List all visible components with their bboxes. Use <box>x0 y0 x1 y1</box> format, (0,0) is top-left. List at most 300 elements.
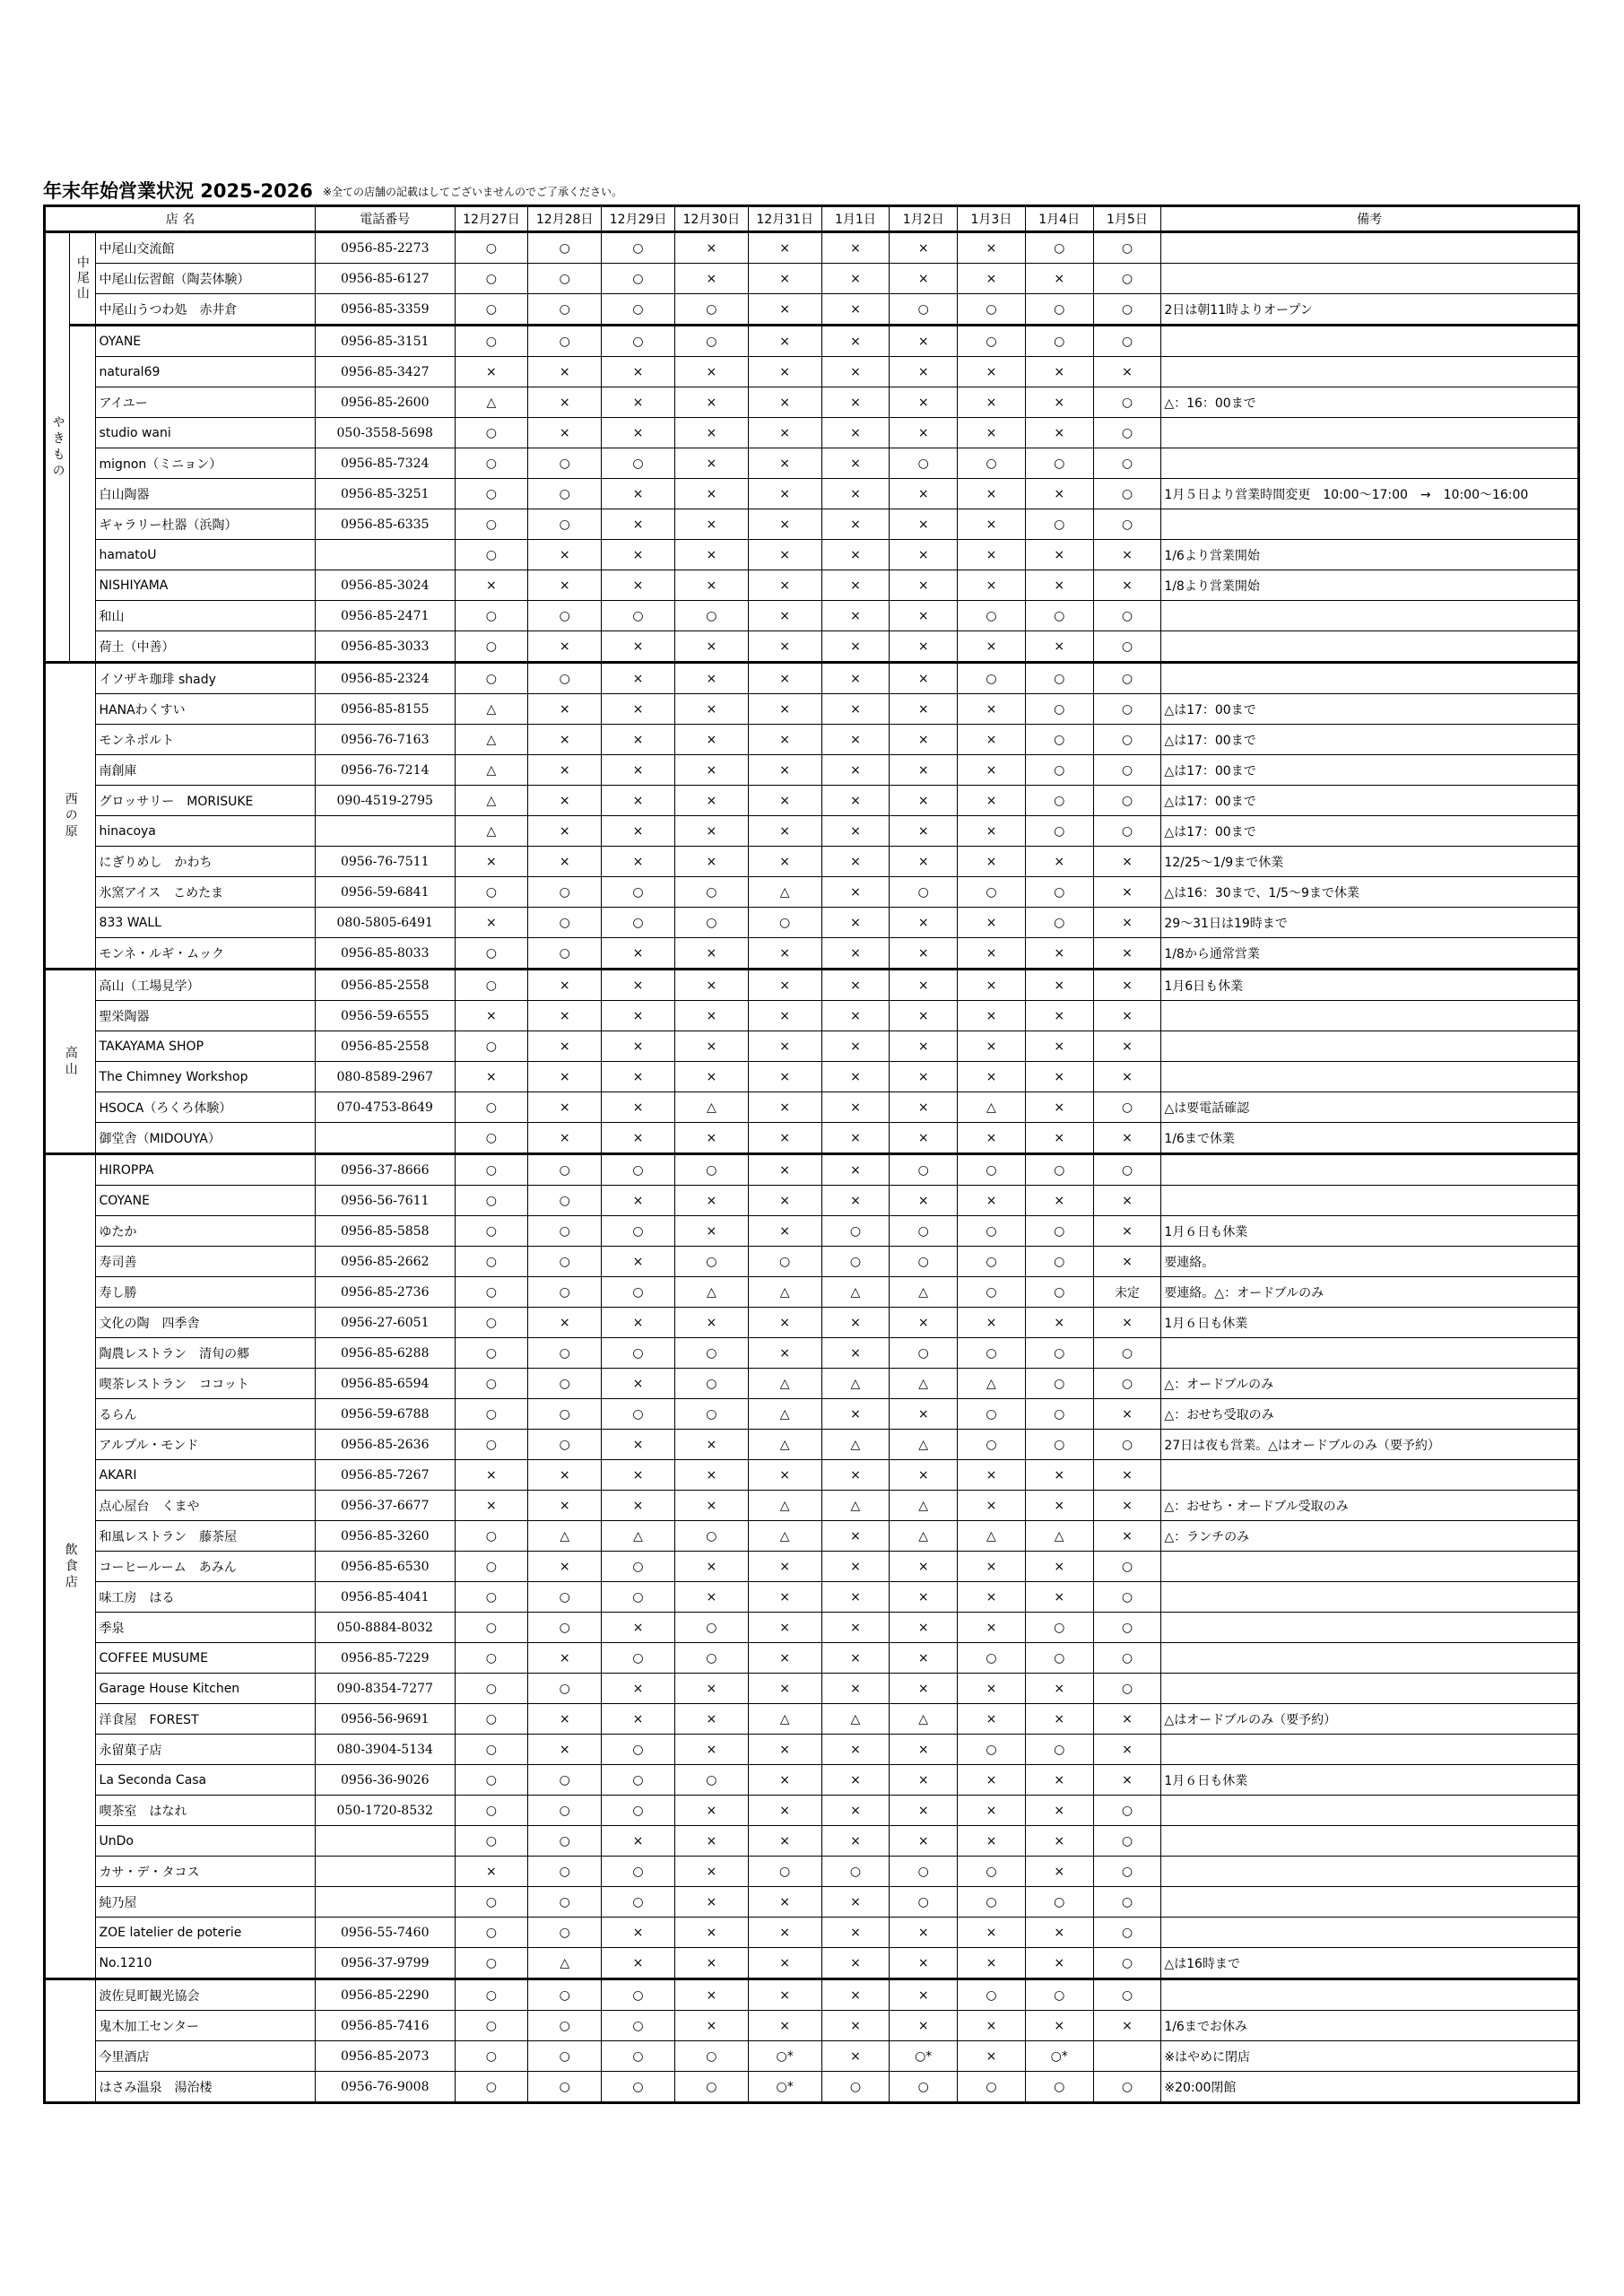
status-mark: × <box>1093 1186 1161 1216</box>
phone-number: 0956-85-3151 <box>315 326 455 357</box>
status-mark: × <box>748 1826 821 1857</box>
status-mark: ○ <box>1025 725 1093 755</box>
status-mark: ○ <box>1025 326 1093 357</box>
status-mark: × <box>958 570 1026 601</box>
shop-name: 氷窯アイス こめたま <box>95 877 315 908</box>
status-mark: × <box>821 816 890 847</box>
status-mark: × <box>958 1001 1026 1031</box>
status-mark: × <box>674 663 748 694</box>
notes-cell: △は17：00まで <box>1161 786 1579 816</box>
status-mark: △ <box>821 1369 890 1399</box>
status-mark: × <box>528 816 602 847</box>
notes-cell <box>1161 1552 1579 1582</box>
notes-cell: △：おせち・オードブル受取のみ <box>1161 1491 1579 1521</box>
status-mark: × <box>674 1857 748 1887</box>
status-mark: × <box>821 847 890 877</box>
table-row <box>45 448 1579 479</box>
status-mark: ○ <box>455 1918 528 1948</box>
status-mark: × <box>748 387 821 418</box>
shop-name: 季泉 <box>95 1613 315 1643</box>
notes-cell: △は17：00まで <box>1161 816 1579 847</box>
status-mark: × <box>528 847 602 877</box>
status-mark: × <box>748 1062 821 1092</box>
status-mark: × <box>890 509 958 540</box>
status-mark: × <box>821 1643 890 1674</box>
header-shop: 店 名 <box>45 206 316 232</box>
status-mark: △ <box>748 877 821 908</box>
shop-name: 和山 <box>95 601 315 631</box>
status-mark: × <box>748 1308 821 1338</box>
status-mark: × <box>602 970 675 1001</box>
status-mark: ○ <box>1025 816 1093 847</box>
status-mark: ○ <box>455 418 528 448</box>
status-mark: × <box>958 1674 1026 1704</box>
status-mark: ○ <box>528 1399 602 1430</box>
phone-number: 080-8589-2967 <box>315 1062 455 1092</box>
status-mark: × <box>1025 479 1093 509</box>
status-mark: △ <box>602 1521 675 1552</box>
shop-name: UnDo <box>95 1826 315 1857</box>
status-mark: × <box>1025 2011 1093 2041</box>
notes-cell: 要連絡。 <box>1161 1247 1579 1277</box>
status-mark: × <box>748 1979 821 2011</box>
status-mark: × <box>890 1735 958 1765</box>
status-mark: × <box>748 1338 821 1369</box>
status-mark: ○ <box>455 601 528 631</box>
page-title: 年末年始営業状況 2025-2026 <box>43 180 313 202</box>
status-mark: ○ <box>455 631 528 663</box>
status-mark: × <box>958 509 1026 540</box>
status-mark: × <box>748 1092 821 1123</box>
status-mark: ○ <box>958 326 1026 357</box>
status-mark: ○ <box>674 1399 748 1430</box>
phone-number: 070-4753-8649 <box>315 1092 455 1123</box>
status-mark: ○ <box>455 2072 528 2103</box>
status-mark: ○ <box>455 1643 528 1674</box>
phone-number: 0956-56-9691 <box>315 1704 455 1735</box>
status-mark: × <box>890 816 958 847</box>
status-mark: × <box>528 1001 602 1031</box>
status-mark: △ <box>674 1092 748 1123</box>
status-mark: × <box>890 479 958 509</box>
status-mark: × <box>674 816 748 847</box>
status-mark: ○ <box>674 1247 748 1277</box>
status-mark: × <box>821 1001 890 1031</box>
notes-cell <box>1161 1887 1579 1918</box>
table-row <box>45 1062 1579 1092</box>
shop-name: natural69 <box>95 357 315 387</box>
status-mark: × <box>821 2041 890 2072</box>
status-mark: ○ <box>1025 1979 1093 2011</box>
status-mark: × <box>1025 1704 1093 1735</box>
status-mark: ○ <box>455 1338 528 1369</box>
status-mark: ○ <box>455 509 528 540</box>
status-mark: ○ <box>958 294 1026 326</box>
status-mark: × <box>748 264 821 294</box>
status-mark: × <box>528 755 602 786</box>
status-mark: × <box>890 1674 958 1704</box>
shop-name: 中尾山交流館 <box>95 232 315 264</box>
status-mark: ○ <box>1093 509 1161 540</box>
status-mark: × <box>748 1735 821 1765</box>
status-mark: ○ <box>674 294 748 326</box>
status-mark: ○ <box>1025 1277 1093 1308</box>
phone-number: 0956-85-8033 <box>315 938 455 970</box>
status-mark: × <box>602 1031 675 1062</box>
status-mark: × <box>1025 1123 1093 1154</box>
status-mark: × <box>455 1491 528 1521</box>
header-notes: 備考 <box>1161 206 1579 232</box>
table-row <box>45 1979 1579 2011</box>
status-mark: ○ <box>528 509 602 540</box>
status-mark: × <box>890 1460 958 1491</box>
status-mark: × <box>1025 1765 1093 1796</box>
status-mark: × <box>748 232 821 264</box>
status-mark: × <box>890 1308 958 1338</box>
table-row <box>45 570 1579 601</box>
table-row <box>45 326 1579 357</box>
status-mark: × <box>821 1552 890 1582</box>
status-mark: × <box>821 1765 890 1796</box>
status-mark: × <box>958 847 1026 877</box>
shop-name: ZOE latelier de poterie <box>95 1918 315 1948</box>
status-mark: ○ <box>1093 1338 1161 1369</box>
phone-number: 0956-37-9799 <box>315 1948 455 1979</box>
status-mark: ○ <box>528 908 602 938</box>
notes-cell <box>1161 418 1579 448</box>
status-mark: ○ <box>455 540 528 570</box>
status-mark: × <box>748 2011 821 2041</box>
notes-cell <box>1161 448 1579 479</box>
notes-cell <box>1161 1826 1579 1857</box>
status-mark: ○ <box>821 1247 890 1277</box>
category-label: 飲食店 <box>45 1154 96 1979</box>
notes-cell: 要連絡。△：オードブルのみ <box>1161 1277 1579 1308</box>
notes-cell: △は要電話確認 <box>1161 1092 1579 1123</box>
notes-cell <box>1161 1735 1579 1765</box>
notes-cell <box>1161 1918 1579 1948</box>
status-mark: × <box>602 816 675 847</box>
notes-cell: 1月６日も休業 <box>1161 1216 1579 1247</box>
status-mark: × <box>1093 908 1161 938</box>
status-mark: ○ <box>528 1430 602 1460</box>
status-mark: ○ <box>1025 1430 1093 1460</box>
status-mark: × <box>674 1216 748 1247</box>
status-mark: ○ <box>528 1613 602 1643</box>
table-row <box>45 755 1579 786</box>
status-mark: × <box>1093 1123 1161 1154</box>
notes-cell: △はオードブルのみ（要予約） <box>1161 1704 1579 1735</box>
table-row <box>45 1857 1579 1887</box>
table-row <box>45 1001 1579 1031</box>
status-mark: ○ <box>890 294 958 326</box>
notes-cell <box>1161 1582 1579 1613</box>
status-mark: △ <box>890 1430 958 1460</box>
status-mark: × <box>821 540 890 570</box>
status-mark: ○ <box>1093 601 1161 631</box>
status-mark: × <box>602 1704 675 1735</box>
schedule-table <box>43 204 1580 2104</box>
phone-number: 0956-76-9008 <box>315 2072 455 2103</box>
status-mark: × <box>958 1796 1026 1826</box>
status-mark: × <box>748 1613 821 1643</box>
status-mark: ○ <box>455 1308 528 1338</box>
status-mark: △ <box>748 1704 821 1735</box>
status-mark: × <box>528 540 602 570</box>
notes-cell: ※20:00閉館 <box>1161 2072 1579 2103</box>
status-mark: × <box>528 1552 602 1582</box>
status-mark: × <box>674 1918 748 1948</box>
status-mark: × <box>821 786 890 816</box>
status-mark: × <box>748 1643 821 1674</box>
status-mark: ○ <box>455 1674 528 1704</box>
status-mark: ○ <box>1093 2072 1161 2103</box>
shop-name: 中尾山伝習館（陶芸体験） <box>95 264 315 294</box>
status-mark: ○ <box>1025 1247 1093 1277</box>
status-mark: × <box>890 1643 958 1674</box>
table-row <box>45 663 1579 694</box>
status-mark: × <box>748 847 821 877</box>
status-mark: × <box>958 1826 1026 1857</box>
phone-number: 0956-85-7324 <box>315 448 455 479</box>
status-mark: × <box>748 938 821 970</box>
status-mark: × <box>821 1123 890 1154</box>
table-row <box>45 1399 1579 1430</box>
phone-number: 0956-85-3024 <box>315 570 455 601</box>
status-mark: ○ <box>455 2041 528 2072</box>
status-mark: ○ <box>1093 725 1161 755</box>
table-row <box>45 1430 1579 1460</box>
status-mark: × <box>674 357 748 387</box>
status-mark: × <box>455 1062 528 1092</box>
status-mark: △ <box>821 1491 890 1521</box>
shop-name: AKARI <box>95 1460 315 1491</box>
phone-number: 050-1720-8532 <box>315 1796 455 1826</box>
status-mark: × <box>602 357 675 387</box>
status-mark: × <box>1025 1918 1093 1948</box>
status-mark: ○ <box>455 877 528 908</box>
status-mark: × <box>821 1308 890 1338</box>
shop-name: ギャラリー杜器（浜陶） <box>95 509 315 540</box>
status-mark: ○ <box>455 232 528 264</box>
header-date: 12月29日 <box>602 206 675 232</box>
status-mark: ○ <box>1025 1154 1093 1186</box>
status-mark: × <box>890 908 958 938</box>
status-mark: × <box>748 631 821 663</box>
status-mark: ○ <box>455 1796 528 1826</box>
status-mark: × <box>602 1123 675 1154</box>
notes-cell: ※はやめに閉店 <box>1161 2041 1579 2072</box>
status-mark: × <box>674 970 748 1001</box>
status-mark: ○ <box>528 938 602 970</box>
phone-number: 0956-85-3033 <box>315 631 455 663</box>
phone-number: 080-3904-5134 <box>315 1735 455 1765</box>
table-row <box>45 694 1579 725</box>
status-mark: ○ <box>602 294 675 326</box>
status-mark: × <box>821 631 890 663</box>
phone-number: 0956-59-6841 <box>315 877 455 908</box>
status-mark: ○ <box>528 2072 602 2103</box>
notes-cell <box>1161 264 1579 294</box>
status-mark: ○ <box>958 1887 1026 1918</box>
status-mark: × <box>528 357 602 387</box>
status-mark: × <box>674 1552 748 1582</box>
status-mark: × <box>748 540 821 570</box>
status-mark: × <box>602 755 675 786</box>
phone-number: 0956-85-2290 <box>315 1979 455 2011</box>
status-mark: ○ <box>455 1031 528 1062</box>
phone-number: 0956-85-7267 <box>315 1460 455 1491</box>
status-mark: ○ <box>1093 1613 1161 1643</box>
title-block <box>43 177 1594 202</box>
table-row <box>45 1796 1579 1826</box>
status-mark: × <box>1093 847 1161 877</box>
status-mark: × <box>602 509 675 540</box>
status-mark: × <box>674 570 748 601</box>
status-mark: × <box>674 1948 748 1979</box>
status-mark: × <box>821 232 890 264</box>
status-mark: × <box>528 1704 602 1735</box>
status-mark: × <box>674 509 748 540</box>
status-mark: △ <box>455 694 528 725</box>
status-mark: △ <box>890 1704 958 1735</box>
shop-name: るらん <box>95 1399 315 1430</box>
status-mark: ○ <box>1093 1154 1161 1186</box>
status-mark: × <box>602 663 675 694</box>
status-mark: × <box>821 387 890 418</box>
status-mark: ○ <box>958 1643 1026 1674</box>
status-mark: × <box>748 1552 821 1582</box>
shop-name: 833 WALL <box>95 908 315 938</box>
shop-name: グロッサリー MORISUKE <box>95 786 315 816</box>
phone-number: 0956-85-3251 <box>315 479 455 509</box>
status-mark: × <box>958 540 1026 570</box>
status-mark: ○ <box>602 1552 675 1582</box>
notes-cell: 1月６日も休業 <box>1161 1308 1579 1338</box>
status-mark: ○ <box>958 663 1026 694</box>
status-mark: ○ <box>1093 1552 1161 1582</box>
status-mark: ○ <box>528 1154 602 1186</box>
status-mark: ○ <box>455 1369 528 1399</box>
phone-number: 0956-85-2736 <box>315 1277 455 1308</box>
status-mark: ○ <box>1025 1613 1093 1643</box>
status-mark: ○ <box>1093 1826 1161 1857</box>
table-row <box>45 1247 1579 1277</box>
status-mark: × <box>958 1491 1026 1521</box>
status-mark: △ <box>821 1704 890 1735</box>
status-mark: × <box>958 1765 1026 1796</box>
status-mark: ○ <box>528 1765 602 1796</box>
status-mark: ○ <box>602 1582 675 1613</box>
status-mark: ○ <box>602 2041 675 2072</box>
status-mark: × <box>821 1826 890 1857</box>
status-mark: ○ <box>748 1857 821 1887</box>
status-mark: × <box>958 1186 1026 1216</box>
table-row <box>45 1582 1579 1613</box>
status-mark: × <box>455 908 528 938</box>
status-mark: × <box>958 1918 1026 1948</box>
notes-cell <box>1161 1643 1579 1674</box>
status-mark: × <box>890 1062 958 1092</box>
status-mark: × <box>1025 631 1093 663</box>
status-mark: ○ <box>1025 509 1093 540</box>
status-mark: × <box>1025 570 1093 601</box>
notes-cell: △は17：00まで <box>1161 694 1579 725</box>
shop-name: HIROPPA <box>95 1154 315 1186</box>
status-mark: × <box>602 1186 675 1216</box>
status-mark: △ <box>1025 1521 1093 1552</box>
status-mark: × <box>455 1460 528 1491</box>
status-mark: ○ <box>528 877 602 908</box>
status-mark: × <box>1093 1001 1161 1031</box>
status-mark: × <box>674 418 748 448</box>
status-mark: × <box>958 725 1026 755</box>
header-date: 12月28日 <box>528 206 602 232</box>
status-mark: × <box>958 631 1026 663</box>
table-row <box>45 1491 1579 1521</box>
status-mark: × <box>958 1031 1026 1062</box>
status-mark: ○ <box>958 1399 1026 1430</box>
table-row <box>45 387 1579 418</box>
shop-name: アルプル・モンド <box>95 1430 315 1460</box>
status-mark: ○ <box>528 1582 602 1613</box>
table-row <box>45 725 1579 755</box>
status-mark: × <box>1025 1031 1093 1062</box>
status-mark: ○ <box>748 1247 821 1277</box>
status-mark: × <box>602 1062 675 1092</box>
status-mark: ○* <box>1025 2041 1093 2072</box>
status-mark: × <box>890 570 958 601</box>
phone-number: 0956-85-2636 <box>315 1430 455 1460</box>
phone-number: 0956-76-7163 <box>315 725 455 755</box>
status-mark: × <box>748 1460 821 1491</box>
phone-number: 0956-85-8155 <box>315 694 455 725</box>
table-row <box>45 1674 1579 1704</box>
phone-number: 050-3558-5698 <box>315 418 455 448</box>
table-row <box>45 418 1579 448</box>
status-mark: ○ <box>958 1216 1026 1247</box>
notes-cell <box>1161 232 1579 264</box>
status-mark: ○ <box>958 1857 1026 1887</box>
status-mark: × <box>602 1918 675 1948</box>
status-mark: ○ <box>1093 264 1161 294</box>
shop-name: COFFEE MUSUME <box>95 1643 315 1674</box>
status-mark: × <box>958 938 1026 970</box>
status-mark: △ <box>455 387 528 418</box>
status-mark: × <box>528 725 602 755</box>
status-mark: × <box>890 1765 958 1796</box>
phone-number: 0956-85-6594 <box>315 1369 455 1399</box>
status-mark: △ <box>748 1430 821 1460</box>
status-mark: × <box>821 1948 890 1979</box>
notes-cell: 2日は朝11時よりオープン <box>1161 294 1579 326</box>
status-mark: △ <box>821 1430 890 1460</box>
header-phone: 電話番号 <box>315 206 455 232</box>
status-mark: × <box>958 1704 1026 1735</box>
status-mark: × <box>958 1948 1026 1979</box>
status-mark: × <box>1025 1062 1093 1092</box>
status-mark: × <box>890 1918 958 1948</box>
status-mark: × <box>821 418 890 448</box>
status-mark: × <box>1093 1216 1161 1247</box>
status-mark: ○ <box>1093 418 1161 448</box>
status-mark: ○ <box>455 1826 528 1857</box>
status-mark: × <box>748 663 821 694</box>
status-mark: × <box>821 1460 890 1491</box>
status-mark: ○ <box>674 1154 748 1186</box>
shop-name: TAKAYAMA SHOP <box>95 1031 315 1062</box>
notes-cell <box>1161 1338 1579 1369</box>
